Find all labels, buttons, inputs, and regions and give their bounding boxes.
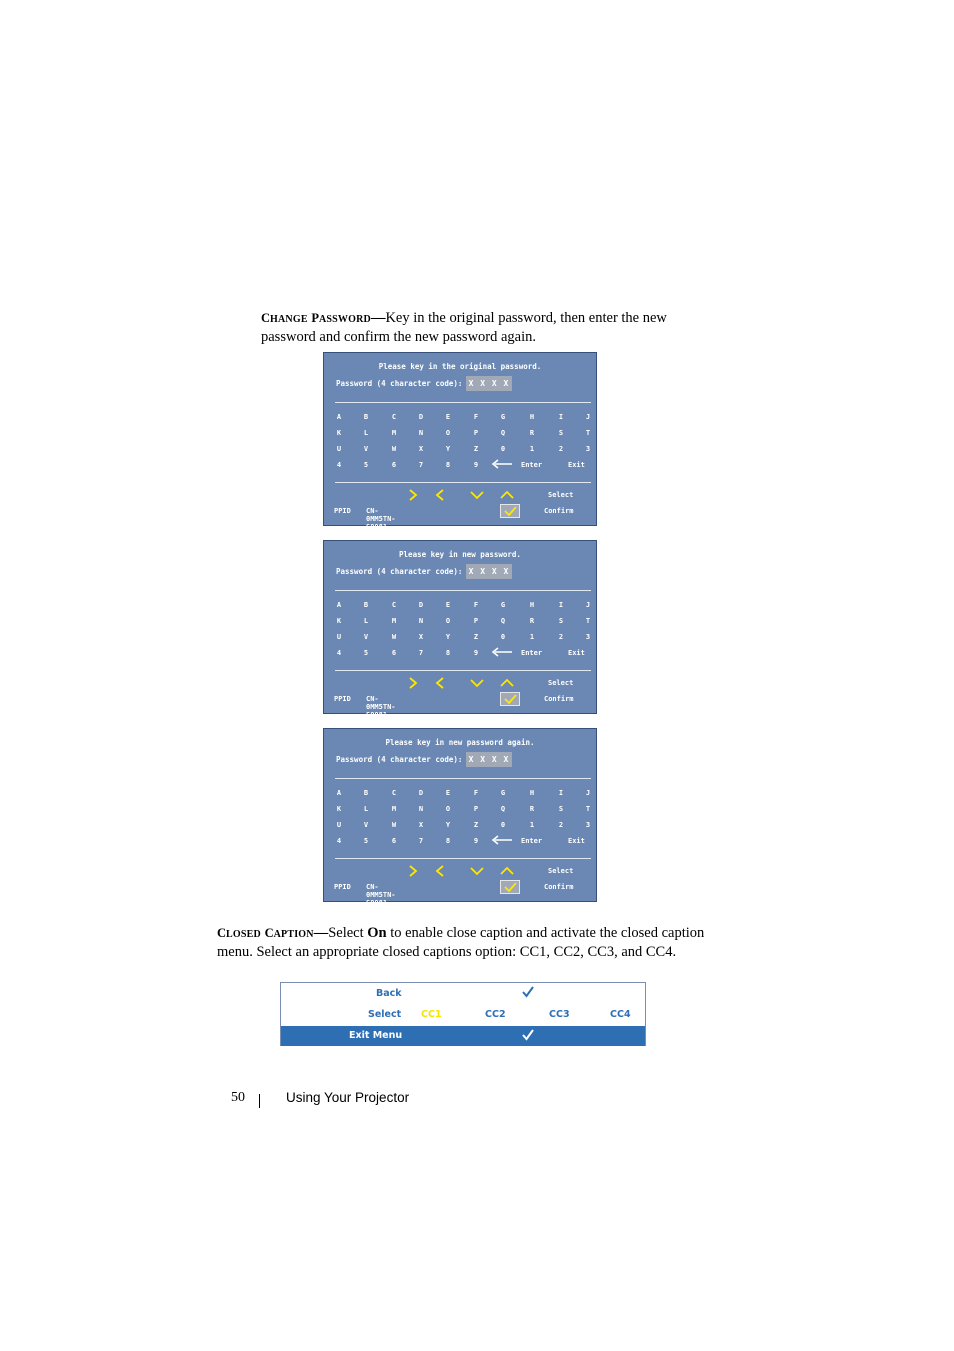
key-k[interactable]: K [336, 429, 342, 437]
key-o[interactable]: O [445, 429, 451, 437]
key-0[interactable]: 0 [500, 821, 506, 829]
key-5[interactable]: 5 [363, 649, 369, 657]
key-j[interactable]: J [585, 413, 591, 421]
key-i[interactable]: I [558, 413, 564, 421]
key-f[interactable]: F [473, 413, 479, 421]
key-q[interactable]: Q [500, 429, 506, 437]
key-d[interactable]: D [418, 789, 424, 797]
enter-key[interactable]: Enter [521, 649, 543, 657]
key-v[interactable]: V [363, 633, 369, 641]
left-arrow-icon[interactable] [433, 489, 447, 501]
enter-key[interactable]: Enter [521, 837, 543, 845]
enter-key[interactable]: Enter [521, 461, 543, 469]
password-osd-confirm [323, 728, 597, 923]
key-8[interactable]: 8 [445, 649, 451, 657]
key-z[interactable]: Z [473, 445, 479, 453]
key-c[interactable]: C [391, 789, 397, 797]
key-n[interactable]: N [418, 429, 424, 437]
key-w[interactable]: W [391, 445, 397, 453]
key-4[interactable]: 4 [336, 649, 342, 657]
key-l[interactable]: L [363, 429, 369, 437]
confirm-checkmark-icon[interactable] [500, 504, 520, 518]
key-q[interactable]: Q [500, 617, 506, 625]
down-arrow-icon[interactable] [470, 677, 484, 689]
key-0[interactable]: 0 [500, 445, 506, 453]
key-6[interactable]: 6 [391, 649, 397, 657]
key-e[interactable]: E [445, 601, 451, 609]
heading-smallcaps: HANGE [270, 314, 308, 325]
key-o[interactable]: O [445, 805, 451, 813]
key-i[interactable]: I [558, 601, 564, 609]
exit-key[interactable]: Exit [568, 837, 585, 845]
key-3[interactable]: 3 [585, 821, 591, 829]
backspace-arrow-icon[interactable] [491, 647, 513, 657]
ppid-value: CN-0MM5TN-S0081-46B- [366, 507, 396, 539]
exit-checkmark-icon [521, 1028, 535, 1042]
select-hint: Select [548, 867, 574, 875]
key-n[interactable]: N [418, 617, 424, 625]
key-6[interactable]: 6 [391, 461, 397, 469]
key-8[interactable]: 8 [445, 837, 451, 845]
key-5[interactable]: 5 [363, 461, 369, 469]
cc-option-cc2[interactable]: CC2 [485, 1009, 506, 1020]
key-l[interactable]: L [363, 617, 369, 625]
divider [335, 590, 591, 591]
exit-key[interactable]: Exit [568, 649, 585, 657]
key-9[interactable]: 9 [473, 461, 479, 469]
password-field[interactable]: X X X X [466, 376, 512, 391]
key-4[interactable]: 4 [336, 837, 342, 845]
key-b[interactable]: B [363, 601, 369, 609]
key-2[interactable]: 2 [558, 821, 564, 829]
heading-smallcaps: APTION [273, 929, 314, 940]
key-n[interactable]: N [418, 805, 424, 813]
key-c[interactable]: C [391, 601, 397, 609]
section-title: Using Your Projector [286, 1090, 410, 1105]
password-label: Password (4 character code): [336, 755, 463, 764]
key-x[interactable]: X [418, 445, 424, 453]
key-r[interactable]: R [529, 805, 535, 813]
key-m[interactable]: M [391, 429, 397, 437]
cc-option-cc3[interactable]: CC3 [549, 1009, 570, 1020]
down-arrow-icon[interactable] [470, 489, 484, 501]
confirm-hint: Confirm [544, 507, 574, 515]
key-2[interactable]: 2 [558, 445, 564, 453]
backspace-arrow-icon[interactable] [491, 835, 513, 845]
osd-prompt: Please key in the original password. [378, 362, 542, 371]
key-6[interactable]: 6 [391, 837, 397, 845]
osd-prompt: Please key in new password. [399, 550, 521, 559]
key-z[interactable]: Z [473, 633, 479, 641]
key-t[interactable]: T [585, 617, 591, 625]
key-j[interactable]: J [585, 789, 591, 797]
divider [335, 778, 591, 779]
key-0[interactable]: 0 [500, 633, 506, 641]
footer-divider [259, 1094, 260, 1108]
key-y[interactable]: Y [445, 445, 451, 453]
key-t[interactable]: T [585, 429, 591, 437]
key-f[interactable]: F [473, 601, 479, 609]
key-p[interactable]: P [473, 429, 479, 437]
change-password-paragraph [261, 310, 681, 346]
heading-dash: — [313, 925, 329, 941]
select-hint: Select [548, 679, 574, 687]
password-field[interactable]: X X X X [466, 752, 512, 767]
key-7[interactable]: 7 [418, 649, 424, 657]
key-h[interactable]: H [529, 601, 535, 609]
key-v[interactable]: V [363, 445, 369, 453]
confirm-hint: Confirm [544, 695, 574, 703]
key-a[interactable]: A [336, 789, 342, 797]
select-hint: Select [548, 491, 574, 499]
key-1[interactable]: 1 [529, 821, 535, 829]
key-w[interactable]: W [391, 821, 397, 829]
select-label: Select [368, 1009, 402, 1020]
up-arrow-icon[interactable] [500, 677, 514, 689]
key-s[interactable]: S [558, 617, 564, 625]
osd-prompt: Please key in new password again. [385, 738, 535, 747]
exit-menu-label[interactable]: Exit Menu [349, 1030, 403, 1041]
key-k[interactable]: K [336, 617, 342, 625]
key-a[interactable]: A [336, 413, 342, 421]
heading-letter: C [264, 926, 274, 940]
key-s[interactable]: S [558, 805, 564, 813]
key-s[interactable]: S [558, 429, 564, 437]
key-p[interactable]: P [473, 617, 479, 625]
key-g[interactable]: G [500, 601, 506, 609]
heading-dash: — [370, 310, 386, 326]
key-g[interactable]: G [500, 413, 506, 421]
divider [335, 670, 591, 671]
key-3[interactable]: 3 [585, 633, 591, 641]
heading-letter: C [217, 926, 227, 940]
left-arrow-icon[interactable] [433, 865, 447, 877]
key-3[interactable]: 3 [585, 445, 591, 453]
ppid-value: CN-0MM5TN-S0081-46B- [366, 695, 396, 727]
ppid-label: PPID [334, 695, 351, 703]
ppid-value: CN-0MM5TN-S0081-46B-0200 [366, 883, 396, 923]
change-password-text: Key in the original password, then enter the new password and confirm the new password again. [261, 310, 667, 345]
key-5[interactable]: 5 [363, 837, 369, 845]
key-4[interactable]: 4 [336, 461, 342, 469]
heading-smallcaps: ASSWORD [318, 314, 371, 325]
key-u[interactable]: U [336, 821, 342, 829]
key-j[interactable]: J [585, 601, 591, 609]
key-f[interactable]: F [473, 789, 479, 797]
key-d[interactable]: D [418, 601, 424, 609]
exit-key[interactable]: Exit [568, 461, 585, 469]
heading-letter: P [311, 311, 319, 325]
closed-caption-menu [280, 982, 646, 1046]
key-i[interactable]: I [558, 789, 564, 797]
key-1[interactable]: 1 [529, 633, 535, 641]
key-v[interactable]: V [363, 821, 369, 829]
cc-option-cc4[interactable]: CC4 [610, 1009, 631, 1020]
closed-caption-text-after: to enable close caption and activate the closed caption menu. Select an appropriate closed captions option: CC1, CC2, CC3, and CC4. [217, 925, 705, 960]
key-r[interactable]: R [529, 429, 535, 437]
key-c[interactable]: C [391, 413, 397, 421]
key-x[interactable]: X [418, 633, 424, 641]
divider [335, 482, 591, 483]
key-e[interactable]: E [445, 413, 451, 421]
key-l[interactable]: L [363, 805, 369, 813]
key-y[interactable]: Y [445, 821, 451, 829]
right-arrow-icon[interactable] [406, 489, 420, 501]
key-2[interactable]: 2 [558, 633, 564, 641]
key-k[interactable]: K [336, 805, 342, 813]
divider [335, 858, 591, 859]
key-a[interactable]: A [336, 601, 342, 609]
key-9[interactable]: 9 [473, 837, 479, 845]
password-label: Password (4 character code): [336, 379, 463, 388]
key-y[interactable]: Y [445, 633, 451, 641]
key-h[interactable]: H [529, 789, 535, 797]
cc-option-cc1[interactable]: CC1 [421, 1009, 442, 1020]
key-1[interactable]: 1 [529, 445, 535, 453]
key-t[interactable]: T [585, 805, 591, 813]
key-u[interactable]: U [336, 633, 342, 641]
password-field[interactable]: X X X X [466, 564, 512, 579]
left-arrow-icon[interactable] [433, 677, 447, 689]
key-e[interactable]: E [445, 789, 451, 797]
right-arrow-icon[interactable] [406, 865, 420, 877]
key-u[interactable]: U [336, 445, 342, 453]
on-keyword: On [367, 925, 387, 941]
exit-menu-row[interactable] [281, 1026, 645, 1046]
page-number: 50 [231, 1090, 245, 1105]
key-w[interactable]: W [391, 633, 397, 641]
ppid-label: PPID [334, 507, 351, 515]
closed-caption-text-before: Select [328, 925, 368, 941]
key-b[interactable]: B [363, 789, 369, 797]
password-osd-new [323, 540, 597, 727]
heading-letter: C [261, 311, 271, 325]
key-m[interactable]: M [391, 617, 397, 625]
back-menu-item[interactable]: Back [376, 988, 402, 999]
key-7[interactable]: 7 [418, 461, 424, 469]
key-9[interactable]: 9 [473, 649, 479, 657]
divider [335, 402, 591, 403]
confirm-checkmark-icon[interactable] [500, 880, 520, 894]
key-o[interactable]: O [445, 617, 451, 625]
back-checkmark-icon [521, 985, 535, 999]
down-arrow-icon[interactable] [470, 865, 484, 877]
key-d[interactable]: D [418, 413, 424, 421]
key-r[interactable]: R [529, 617, 535, 625]
key-b[interactable]: B [363, 413, 369, 421]
backspace-arrow-icon[interactable] [491, 459, 513, 469]
ppid-label: PPID [334, 883, 351, 891]
key-7[interactable]: 7 [418, 837, 424, 845]
closed-caption-paragraph [217, 925, 717, 961]
confirm-hint: Confirm [544, 883, 574, 891]
up-arrow-icon[interactable] [500, 865, 514, 877]
key-x[interactable]: X [418, 821, 424, 829]
password-osd-original [323, 352, 597, 539]
key-8[interactable]: 8 [445, 461, 451, 469]
up-arrow-icon[interactable] [500, 489, 514, 501]
password-label: Password (4 character code): [336, 567, 463, 576]
key-p[interactable]: P [473, 805, 479, 813]
key-z[interactable]: Z [473, 821, 479, 829]
key-g[interactable]: G [500, 789, 506, 797]
right-arrow-icon[interactable] [406, 677, 420, 689]
key-q[interactable]: Q [500, 805, 506, 813]
heading-smallcaps: LOSED [226, 929, 261, 940]
key-h[interactable]: H [529, 413, 535, 421]
confirm-checkmark-icon[interactable] [500, 692, 520, 706]
key-m[interactable]: M [391, 805, 397, 813]
